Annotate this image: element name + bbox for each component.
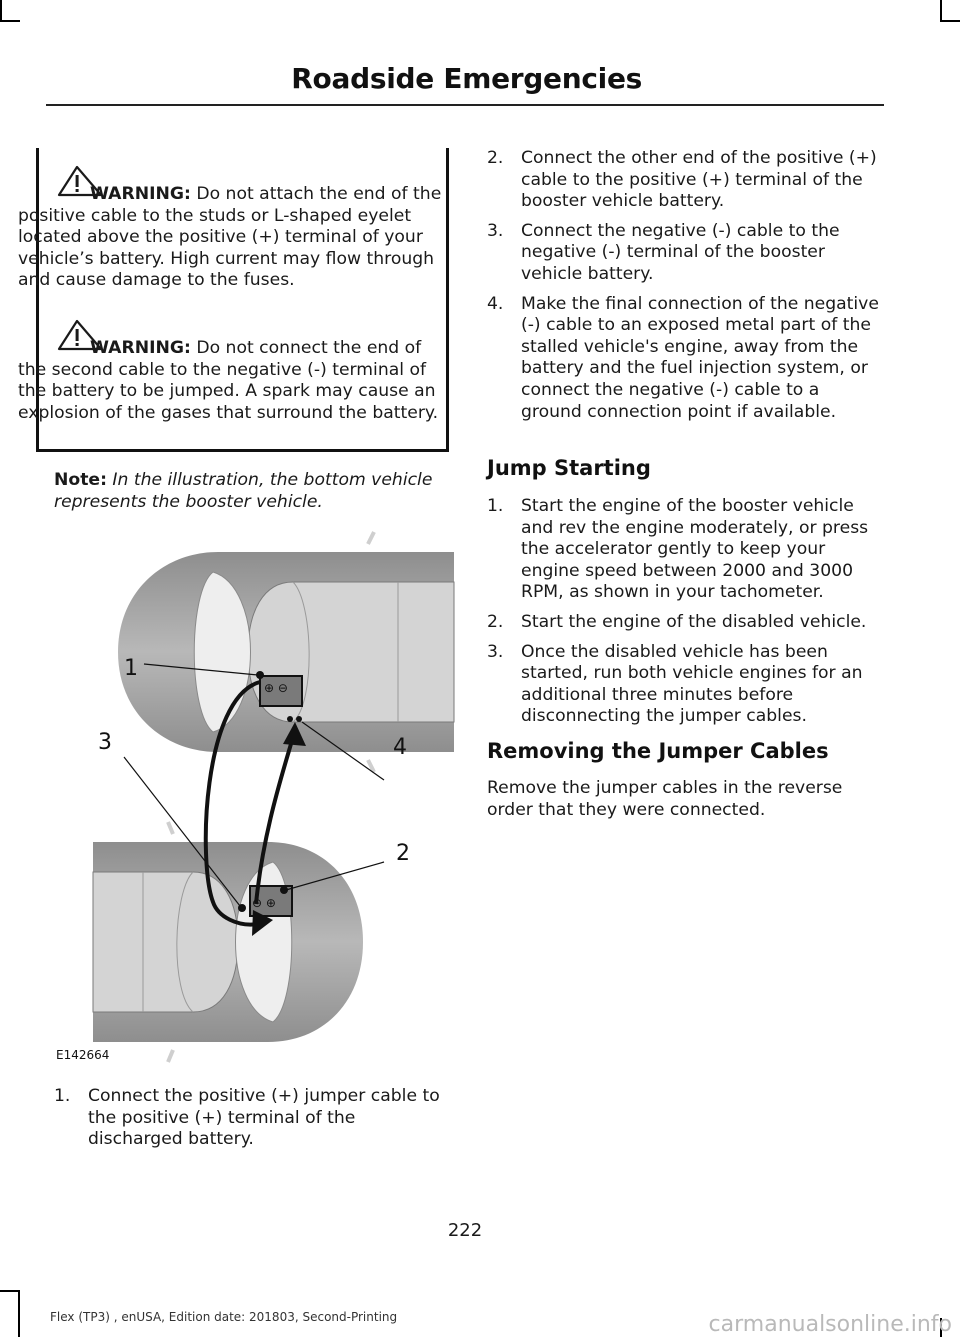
step-number: 2. [487,611,504,632]
right-step-list [487,148,881,431]
warning-paragraph [18,184,444,292]
callout-1: 1 [124,656,138,681]
connection-dot [296,716,302,722]
jump-start-illustration [56,532,454,1062]
list-item [487,642,881,728]
step-text: Start the engine of the disabled vehicle. [521,611,867,632]
crop-mark [18,1290,20,1337]
step-number: 2. [487,148,504,168]
step-text: Connect the negative (-) cable to the negative (-) terminal of the booster vehicle battery. [521,220,840,284]
section-heading-removing-cables: Removing the Jumper Cables [487,739,829,763]
battery-terminal-symbols: ⊖ ⊕ [252,896,276,910]
left-step-list [54,1086,454,1159]
list-item [487,221,881,286]
footer-edition: Flex (TP3) , enUSA, Edition date: 201803, Second-Printing [50,1310,398,1324]
note-text: In the illustration, the bottom vehicle represents the booster vehicle. [54,470,433,512]
warning-text: Do not attach the end of the positive cable to the studs or L-shaped eyelet located above the positive (+) terminal of your vehicle’s battery. High current may flow through and cause damage to the fuses. [18,184,442,291]
battery-terminal-symbols: ⊕ ⊖ [264,681,288,695]
callout-2: 2 [396,841,410,866]
crop-mark [940,20,960,22]
step-text: Start the engine of the booster vehicle and rev the engine moderately, or press the accelerator gently to keep your engine speed between 2000 and 3000 RPM, as shown in your tachometer. [521,496,869,603]
section-heading-jump-starting: Jump Starting [487,456,651,480]
warning-label: WARNING: [90,184,191,204]
list-item [487,294,881,424]
step-number: 1. [487,496,504,516]
page-title: Roadside Emergencies [291,62,642,95]
step-text: Once the disabled vehicle has been started, run both vehicle engines for an additional three minutes before disconnecting the jumper cables. [521,641,863,727]
removing-paragraph: Remove the jumper cables in the reverse order that they were connected. [487,778,843,820]
step-text: Connect the other end of the positive (+) cable to the positive (+) terminal of the booster vehicle battery. [521,148,877,212]
step-number: 3. [487,220,504,241]
header-divider [46,104,884,106]
list-item [487,612,881,634]
callout-4: 4 [393,735,407,760]
watermark: carmanualsonline.info [708,1312,952,1337]
warning-box-corner [36,148,39,151]
step-number: 1. [54,1086,71,1106]
warning-paragraph [18,338,444,424]
list-item [487,148,881,213]
step-number: 4. [487,293,504,314]
page-number: 222 [447,1220,483,1241]
step-text: Connect the positive (+) jumper cable to the positive (+) terminal of the discharged battery. [88,1086,440,1150]
crop-mark [0,1290,20,1292]
booster-vehicle [93,822,363,1062]
note-label: Note: [54,470,107,490]
figure-id: E142664 [56,1048,110,1062]
jump-starting-step-list [487,496,881,736]
warning-text: Do not connect the end of the second cable to the negative (-) terminal of the battery to be jumped. A spark may cause an explosion of the gases that surround the battery. [18,338,439,423]
crop-mark [940,0,942,20]
callout-3: 3 [98,730,112,755]
connection-dot [287,716,293,722]
list-item [54,1086,454,1151]
list-item [487,496,881,604]
crop-mark [0,0,2,20]
note [54,470,454,513]
warning-label: WARNING: [90,338,191,358]
crop-mark [0,20,20,22]
step-number: 3. [487,641,504,662]
step-text: Make the final connection of the negative (-) cable to an exposed metal part of the stalled vehicle's engine, away from the battery and the fuel injection system, or connect the negative (-) cable to a ground connection point if available. [521,293,879,422]
